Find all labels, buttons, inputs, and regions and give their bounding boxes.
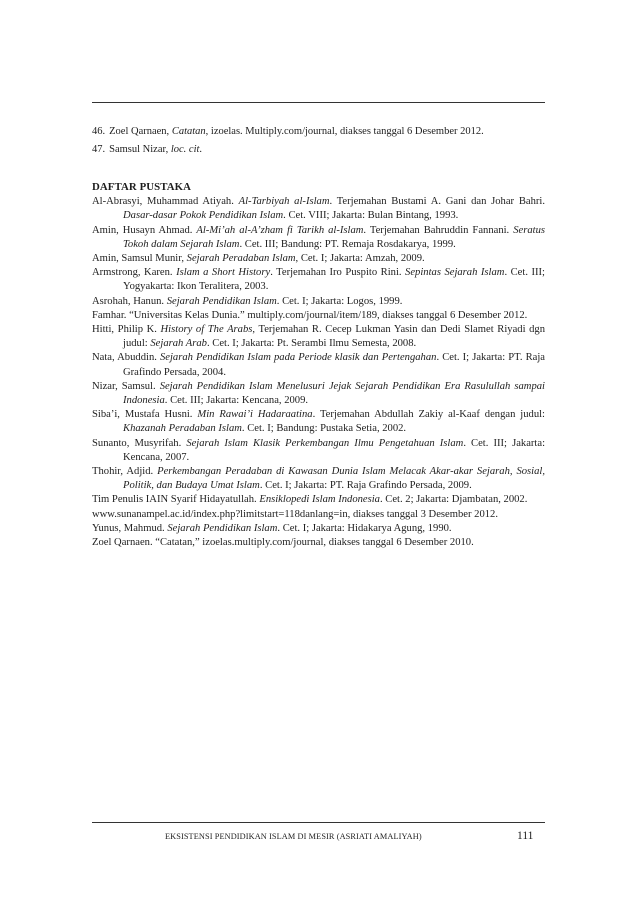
text-run: Amin, Samsul Munir, — [92, 253, 187, 265]
bibliography-entries — [92, 195, 545, 550]
text-run: Amin, Husayn Ahmad. — [92, 224, 197, 236]
italic-title: Seratus Tokoh dalam Sejarah Islam — [123, 224, 545, 250]
bibliography-entry — [92, 380, 545, 408]
text-run: Famhar. “Universitas Kelas Dunia.” multiply.com/journal/item/189, diakses tanggal 6 Desember 2012. — [92, 309, 528, 321]
footnote-text — [109, 126, 484, 137]
running-title: EKSISTENSI PENDIDIKAN ISLAM DI MESIR (ASRIATI AMALIYAH) — [165, 832, 422, 841]
top-rule — [92, 102, 545, 103]
footer-rule — [92, 822, 545, 823]
text-run: Zoel Qarnaen, — [109, 126, 172, 137]
text-run: Yunus, Mahmud. — [92, 522, 168, 534]
bibliography-entry — [92, 465, 545, 493]
text-run: . Cet. III; Jakarta: Kencana, 2007. — [123, 437, 546, 463]
bibliography-entry — [92, 295, 545, 309]
text-run: . Terjemahan Abdullah Zakiy al-Kaaf dengan judul: — [312, 409, 545, 421]
bibliography-entry — [92, 493, 545, 507]
italic-title: Al-Mi’ah al-A’zham fi Tarikh al-Islam — [196, 224, 364, 236]
bibliography-entry — [92, 195, 545, 223]
bibliography-entry — [92, 323, 545, 351]
text-run: . Cet. III; Yogyakarta: Ikon Teralitera, 2003. — [123, 267, 545, 293]
bibliography-entry — [92, 408, 545, 436]
footnote — [92, 123, 552, 141]
text-run: Nizar, Samsul. — [92, 380, 160, 392]
text-run: Asrohah, Hanun. — [92, 295, 167, 307]
text-run: Sunanto, Musyrifah. — [92, 437, 187, 449]
text-run: Nata, Abuddin. — [92, 352, 160, 364]
text-run: . Cet. III; Jakarta: Kencana, 2009. — [164, 395, 309, 407]
italic-title: Ensiklopedi Islam Indonesia — [259, 494, 380, 506]
italic-title: Sejarah Pendidikan Islam pada Periode klasik dan Pertengahan — [159, 352, 437, 364]
text-run: , Terjemahan R. Cecep Lukman Yasin dan Dedi Slamet Riyadi dgn judul: — [123, 324, 546, 350]
text-run: Siba’i, Mustafa Husni. — [92, 409, 198, 421]
bibliography-entry — [92, 508, 545, 522]
text-run: . Terjemahan Iro Puspito Rini. — [270, 267, 406, 279]
italic-title: Sejarah Pendidikan Islam — [167, 522, 278, 534]
text-run: Thohir, Adjid. — [92, 466, 158, 478]
italic-title: Sejarah Peradaban Islam — [186, 253, 296, 265]
page-number: 111 — [517, 830, 534, 842]
text-run: . — [199, 144, 203, 155]
italic-title: loc. cit — [170, 144, 200, 155]
bibliography — [92, 180, 545, 550]
italic-title: Sejarah Pendidikan Islam Menelusuri Jejak Sejarah Pendidikan Era Rasulullah sampai Indonesia — [123, 380, 545, 407]
italic-title: Sejarah Pendidikan Islam — [166, 295, 277, 307]
text-run: . Cet. I; Jakarta: PT. Raja Grafindo Persada, 2004. — [123, 352, 545, 378]
footnote-text — [109, 144, 202, 155]
text-run: Al-Abrasyi, Muhammad Atiyah. — [92, 196, 239, 208]
text-run: Zoel Qarnaen. “Catatan,” izoelas.multiply.com/journal, diakses tanggal 6 Desember 2010. — [92, 537, 474, 549]
text-run: . Cet. I; Bandung: Pustaka Setia, 2002. — [241, 423, 407, 435]
text-run: Tim Penulis IAIN Syarif Hidayatullah. — [92, 494, 260, 506]
text-run: . Cet. I; Jakarta: Pt. Serambi Ilmu Semesta, 2008. — [206, 338, 417, 350]
bibliography-entry — [92, 252, 545, 266]
text-run: Samsul Nizar, — [109, 144, 171, 155]
text-run: , Cet. I; Jakarta: Amzah, 2009. — [295, 253, 425, 265]
bibliography-entry — [92, 351, 545, 379]
text-run: Hitti, Philip K. — [92, 324, 161, 336]
bibliography-heading: DAFTAR PUSTAKA — [92, 181, 192, 193]
bibliography-entry — [92, 309, 545, 323]
italic-title: Sepintas Sejarah Islam — [405, 267, 505, 279]
italic-title: Sejarah Arab — [150, 338, 207, 350]
bibliography-entry — [92, 522, 545, 536]
text-run: . Cet. I; Jakarta: Hidakarya Agung, 1990. — [277, 522, 452, 534]
italic-title: History of The Arabs — [160, 324, 253, 336]
text-run: , izoelas. Multiply.com/journal, diakses tanggal 6 Desember 2012. — [205, 126, 484, 137]
footnote-number: 46. — [92, 126, 106, 137]
italic-title: Khazanah Peradaban Islam — [123, 423, 242, 435]
bibliography-entry — [92, 437, 545, 465]
italic-title: Perkembangan Peradaban di Kawasan Dunia Islam Melacak Akar-akar Sejarah, Sosial, Politik, dan Budaya Umat Islam — [123, 466, 545, 492]
text-run: . Cet. 2; Jakarta: Djambatan, 2002. — [379, 494, 528, 506]
bibliography-entry — [92, 224, 545, 252]
text-run: Armstrong, Karen. — [92, 267, 177, 279]
text-run: . Terjemahan Bustami A. Gani dan Johar Bahri. — [329, 196, 546, 208]
text-run: . Cet. I; Jakarta: Logos, 1999. — [276, 295, 403, 307]
text-run: . Cet. VIII; Jakarta: Bulan Bintang, 1993. — [283, 210, 459, 222]
italic-title: Min Rawai’i Hadaraatina — [197, 409, 313, 421]
text-run: . Cet. I; Jakarta: PT. Raja Grafindo Persada, 2009. — [259, 480, 472, 492]
italic-title: Al-Tarbiyah al-Islam — [238, 196, 330, 208]
bibliography-entry — [92, 266, 545, 294]
italic-title: Sejarah Islam Klasik Perkembangan Ilmu Pengetahuan Islam — [186, 437, 464, 449]
bibliography-entry — [92, 536, 545, 550]
footnote-number: 47. — [92, 144, 106, 155]
text-run: . Cet. III; Bandung: PT. Remaja Rosdakarya, 1999. — [239, 238, 456, 250]
text-run: www.sunanampel.ac.id/index.php?limitstart=118danlang=in, diakses tanggal 3 Desember 2012. — [92, 508, 498, 520]
italic-title: Catatan — [171, 126, 206, 137]
text-run: . Terjemahan Bahruddin Fannani. — [363, 224, 514, 236]
italic-title: Islam a Short History — [176, 267, 271, 279]
page-footer — [0, 830, 638, 846]
footnotes — [92, 123, 552, 159]
italic-title: Dasar-dasar Pokok Pendidikan Islam — [123, 210, 284, 222]
footnote — [92, 141, 552, 159]
